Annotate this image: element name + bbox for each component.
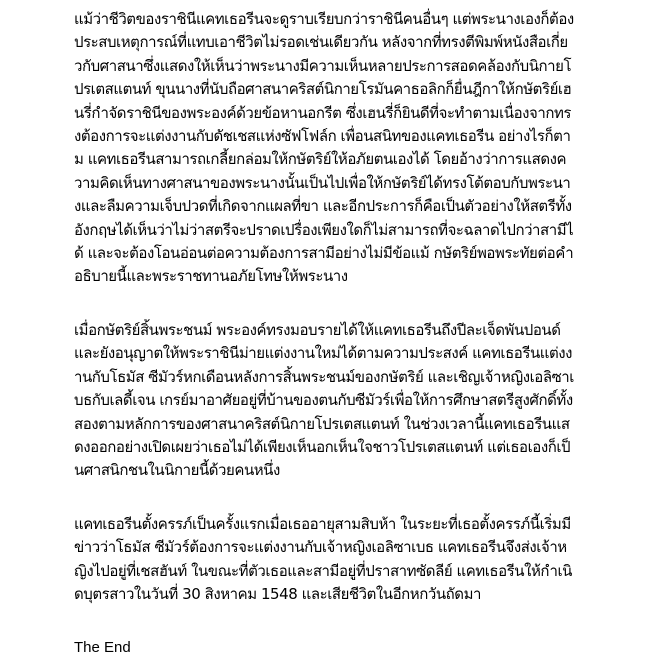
paragraph-1: แม้ว่าชีวิตของราชินีแคทเธอรีนจะดูราบเรียบกว่าราชินีคนอื่นๆ แต่พระนางเองก็ต้องประสบเหตุการณ์ที่แทบเอาชีวิตไม่รอดเช่นเดียวกัน หลังจากที่ทรงตีพิมพ์หนังสือเกี่ยวกับศาสนาซึ่งแสดงให้เห็นว่าพระนางมีความเห็นหลายประการสอดคล้องกับนิกายโปรเตสแตนท์ ขุนนางที่นับถือศาสนาคริสต์นิกายโรมันคาธอลิกก็ยื่นฎีกาให้กษัตริย์เฮนรี่กำจัดราชินีของพระองค์ด้วยข้อหานอกรีต ซึ่งเฮนรี่ก็ยินดีที่จะทำตามเนื่องจากทรงต้องการจะแต่งงานกับดัชเชสแห่งซัฟโฟล์ก เพื่อนสนิทของแคทเธอรีน อย่างไรก็ตาม แคทเธอรีนสามารถเกลี้ยกล่อมให้กษัตริย์ให้อภัยตนเองได้ โดยอ้างว่าการแสดงความคิดเห็นทางศาสนาของพระนางนั้นเป็นไปเพื่อให้กษัตริย์ได้ทรงโต้ตอบกับพระนางและลืมความเจ็บปวดที่เกิดจากแผลที่ขา และอีกประการก็คือเป็นตัวอย่างให้สตรีทั้งอังกฤษได้เห็นว่าไม่ว่าสตรีจะปราดเปรื่องเพียงใดก็ไม่สามารถที่จะฉลาดไปกว่าสามีได้ และจะต้องโอนอ่อนต่อความต้องการสามีอย่างไม่มีข้อแม้ กษัตริย์พอพระทัยต่อคำอธิบายนี้และพระราชทานอภัยโทษให้พระนาง [74,10,574,286]
paragraph-3: แคทเธอรีนตั้งครรภ์เป็นครั้งแรกเมื่อเธออายุสามสิบห้า ในระยะที่เธอตั้งครรภ์นี้เริ่มมีข่าวว่าโธมัส ซีมัวร์ต้องการจะแต่งงานกับเจ้าหญิงเอลิซาเบธ แคทเธอรีนจึงส่งเจ้าหญิงไปอยู่ที่เชสฮันท์ ในขณะที่ตัวเธอและสามีอยู่ที่ปราสาทซัดลีย์ แคทเธอรีนให้กำเนิดบุตรสาวในวันที่ 30 สิงหาคม 1548 และเสียชีวิตในอีกหกวันถัดมา [74,514,572,603]
end-text: The End [74,639,131,657]
paragraph-2: เมื่อกษัตริย์สิ้นพระชนม์ พระองค์ทรงมอบรายได้ให้แคทเธอรีนถึงปีละเจ็ดพันปอนด์ และยังอนุญาตให้พระราชินีม่ายแต่งงานใหม่ได้ตามความประสงค์ แคทเธอรีนแต่งงานกับโธมัส ซีมัวร์หกเดือนหลังการสิ้นพระชนม์ของกษัตริย์ และเชิญเจ้าหญิงเอลิซาเบธกับเลดี้เจน เกรย์มาอาศัยอยู่ที่บ้านของตนกับซีมัวร์เพื่อให้การศึกษาสตรีสูงศักดิ์ทั้งสองตามหลักการของศาสนาคริสต์นิกายโปรเตสแตนท์ ในช่วงเวลานี้แคทเธอรีนแสดงออกอย่างเปิดเผยว่าเธอไม่ได้เพียงเห็นอกเห็นใจชาวโปรเตสแตนท์ แต่เธอเองก็เป็นศาสนิกชนในนิกายนี้ด้วยคนหนึ่ง [74,320,574,480]
document-body [74,8,574,660]
